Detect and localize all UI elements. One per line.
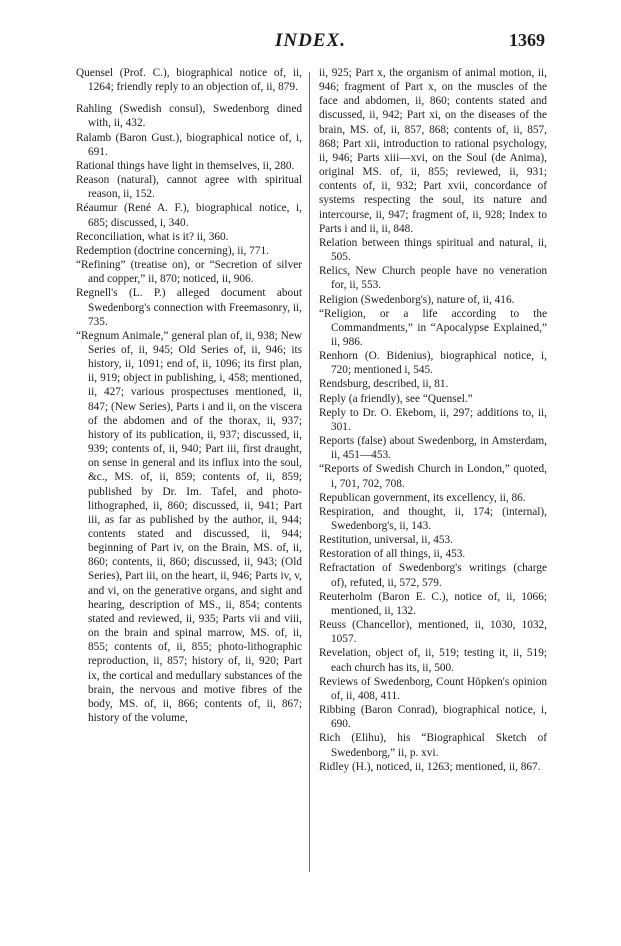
index-entry-reply-friendly: Reply (a friendly), see “Quensel.” [319, 392, 473, 405]
index-entry-republican-government: Republican government, its excellency, ii, 86. [319, 491, 526, 504]
index-entry-reports-swedish-church: “Reports of Swedish Church in London,” quoted, i, 701, 702, 708. [319, 463, 547, 490]
index-entry-reconciliation: Reconciliation, what is it? ii, 360. [76, 230, 229, 243]
index-entry-regnum-animale-continued: ii, 925; Part x, the organism of animal motion, ii, 946; fragment of Part x, on the muscles of the face and abdomen, ii, 860; contents stated and discussed, ii, 942; Part xi, on the diseases of the brain, MS. of, ii, 857, 868; contents of, ii, 857, 868; Part xii, introduction to rational psychology, ii, 946; Parts xiii—xvi, on the Soul (de Anima), original MS. of, ii, 855; reviewed, ii, 931; contents of, ii, 932; Part xvii, concordance of systems respecting the soul, its nature and intercourse, ii, 947; fragment of, ii, 928; Index to Parts i and ii, ii, 848. [319, 67, 547, 235]
column-divider [309, 72, 310, 872]
index-entry-revelation: Revelation, object of, ii, 519; testing it, ii, 519; each church has its, ii, 500. [319, 647, 547, 674]
index-entry-ridley: Ridley (H.), noticed, ii, 1263; mentioned, ii, 867. [319, 760, 541, 773]
index-entry-rahling: Rahling (Swedish consul), Swedenborg dined with, ii, 432. [76, 103, 302, 130]
index-entry-regnells: Regnell's (L. P.) alleged document about Swedenborg's connection with Freemasonry, ii, 735. [76, 287, 302, 328]
left-column [76, 66, 302, 725]
index-entry-reports-false: Reports (false) about Swedenborg, in Amsterdam, ii, 451—453. [319, 435, 547, 462]
index-entry-redemption: Redemption (doctrine concerning), ii, 771. [76, 244, 269, 257]
index-entry-refractation: Refractation of Swedenborg's writings (charge of), refuted, ii, 572, 579. [319, 562, 547, 589]
index-entry-rational-things: Rational things have light in themselves, ii, 280. [76, 159, 295, 172]
index-entry-rich: Rich (Elihu), his “Biographical Sketch of Swedenborg,” ii, p. xvi. [319, 732, 547, 759]
page-header [0, 30, 621, 54]
index-entry-ribbing: Ribbing (Baron Conrad), biographical notice, i, 690. [319, 704, 547, 731]
index-entry-reviews: Reviews of Swedenborg, Count Höpken's opinion of, ii, 408, 411. [319, 675, 547, 702]
index-entry-reuterholm: Reuterholm (Baron E. C.), notice of, ii, 1066; mentioned, ii, 132. [319, 590, 547, 617]
index-entry-ralamb: Ralamb (Baron Gust.), biographical notice of, i, 691. [76, 131, 302, 158]
index-entry-restitution: Restitution, universal, ii, 453. [319, 534, 453, 547]
index-entry-restoration: Restoration of all things, ii, 453. [319, 548, 466, 561]
index-entry-reason: Reason (natural), cannot agree with spiritual reason, ii, 152. [76, 174, 302, 201]
index-entry-reaumur: Réaumur (René A. F.), biographical notice, i, 685; discussed, i, 340. [76, 202, 302, 229]
index-entry-religion: Religion (Swedenborg's), nature of, ii, 416. [319, 293, 515, 306]
right-column [319, 66, 547, 774]
index-entry-rendsburg: Rendsburg, described, ii, 81. [319, 378, 449, 391]
index-entry-respiration: Respiration, and thought, ii, 174; (internal), Swedenborg's, ii, 143. [319, 505, 547, 532]
index-entry-religion-life: “Religion, or a life according to the Commandments,” in “Apocalypse Explained,” ii, 986. [319, 307, 547, 348]
index-entry-relics: Relics, New Church people have no veneration for, ii, 553. [319, 265, 547, 292]
index-entry-renhorn: Renhorn (O. Bidenius), biographical notice, i, 720; mentioned i, 545. [319, 350, 547, 377]
index-entry-regnum-animale: “Regnum Animale,” general plan of, ii, 938; New Series of, ii, 945; Old Series of, ii, 946; its history, ii, 1091; end of, ii, 1096; its first plan, ii, 919; object in publishing, i, 458; mentioned, ii, 427; various prospectuses mentioned, ii, 847; (New Series), Parts i and ii, on the viscera of the abdomen and of the thorax, ii, 937; history of its publication, ii, 937; discussed, ii, 939; contents of, ii, 940; Part iii, first draught, on sense in general and its influx into the soul, &c., MS. of, ii, 859; contents of, ii, 859; published by Dr. Im. Tafel, and photo-lithographed, ii, 860; discussed, ii, 941; Part iii, as far as published by the author, ii, 944; contents stated and discussed, ii, 944; beginning of Part iv, on the Brain, MS. of, ii, 860; contents, ii, 860; discussed, ii, 943; (Old Series), Part iii, on the heart, ii, 946; Parts iv, v, and vi, on the generative organs, and sight and hearing, description of MS., ii, 854; contents stated and reviewed, ii, 935; Parts vii and viii, on the brain and spinal marrow, MS. of, ii, 855; contents of, ii, 855; photo-lithographic reproduction, ii, 857; history of, ii, 920; Part ix, the cortical and medullary substances of the brain, the nervous and motive fibres of the body, MS. of, ii, 866; contents of, ii, 867; history of the volume, [76, 329, 302, 725]
index-entry-refining: “Refining” (treatise on), or “Secretion of silver and copper,” ii, 870; noticed, ii, 906. [76, 259, 302, 286]
index-entry-relation: Relation between things spiritual and natural, ii, 505. [319, 236, 547, 264]
page-number: 1369 [509, 30, 545, 50]
index-entry-reply-ekebom: Reply to Dr. O. Ekebom, ii, 297; additions to, ii, 301. [319, 406, 547, 433]
index-entry-reuss: Reuss (Chancellor), mentioned, ii, 1030, 1032, 1057. [319, 619, 547, 646]
index-entry-quensel: Quensel (Prof. C.), biographical notice of, ii, 1264; friendly reply to an objection of, ii, 879. [76, 67, 302, 94]
page-title: INDEX. [275, 30, 346, 51]
